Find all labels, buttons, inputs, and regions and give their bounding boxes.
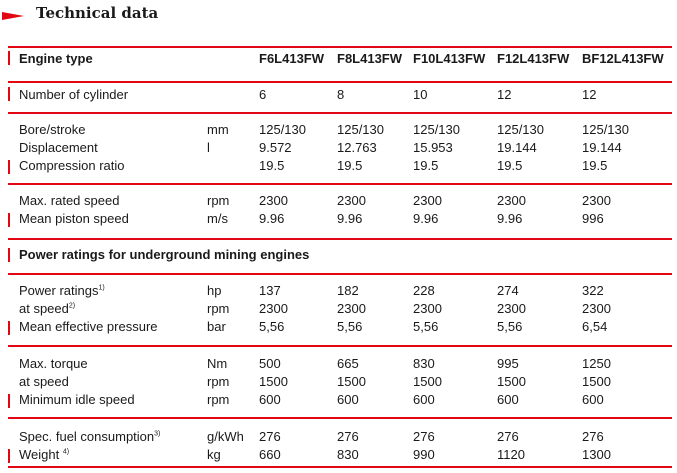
row-unit: Nm xyxy=(207,356,228,371)
row-value: 2300 xyxy=(337,301,366,316)
row-value: 19.5 xyxy=(582,158,608,173)
section-marker xyxy=(8,394,10,408)
section-divider xyxy=(8,238,672,240)
row-unit: m/s xyxy=(207,211,228,226)
row-unit: kg xyxy=(207,447,221,462)
footnote-marker: 4) xyxy=(62,448,70,456)
row-label-text: Minimum idle speed xyxy=(19,392,135,407)
row-value: 125/130 xyxy=(259,122,306,137)
row-value: 5,56 xyxy=(337,319,363,334)
row-unit: rpm xyxy=(207,301,230,316)
row-value: 274 xyxy=(497,283,519,298)
row-value: 1120 xyxy=(497,447,525,462)
footnote-marker: 3) xyxy=(154,430,161,438)
row-value: 830 xyxy=(413,356,435,371)
row-label xyxy=(19,428,160,445)
row-value: 2300 xyxy=(413,301,442,316)
row-value: 1500 xyxy=(582,374,611,389)
row-label xyxy=(19,300,75,317)
row-value: 182 xyxy=(337,283,359,298)
row-value: 600 xyxy=(497,392,519,407)
row-value: 600 xyxy=(582,392,604,407)
row-value: 12 xyxy=(497,87,512,102)
row-value: 276 xyxy=(582,429,604,444)
section-divider xyxy=(8,466,672,468)
row-label xyxy=(19,192,119,209)
row-label xyxy=(19,446,69,463)
section-marker xyxy=(8,321,10,335)
row-value: 996 xyxy=(582,211,604,226)
row-label-text: at speed xyxy=(19,301,69,316)
row-value: 990 xyxy=(413,447,435,462)
row-value: 5,56 xyxy=(413,319,439,334)
row-value: 2300 xyxy=(337,193,366,208)
page-title: Technical data xyxy=(36,4,159,22)
row-value: 500 xyxy=(259,356,281,371)
row-value: 9.96 xyxy=(337,211,363,226)
row-value: 228 xyxy=(413,283,435,298)
section-divider xyxy=(8,273,672,275)
row-value: 9.572 xyxy=(259,140,292,155)
section-marker xyxy=(8,51,10,65)
footnote-marker: 2) xyxy=(68,302,76,310)
row-value: 1500 xyxy=(259,374,288,389)
section-marker xyxy=(8,213,10,227)
row-value: 2300 xyxy=(259,193,288,208)
row-value: 10 xyxy=(413,87,428,102)
row-value: 600 xyxy=(337,392,359,407)
row-value: 322 xyxy=(582,283,604,298)
row-value: 600 xyxy=(259,392,281,407)
row-value: 12 xyxy=(582,87,597,102)
row-unit: hp xyxy=(207,283,222,298)
row-value: 276 xyxy=(413,429,435,444)
row-label xyxy=(19,86,128,103)
section-marker xyxy=(8,160,10,174)
row-unit: bar xyxy=(207,319,226,334)
row-value: 660 xyxy=(259,447,281,462)
row-value: 1500 xyxy=(413,374,442,389)
row-value: 600 xyxy=(413,392,435,407)
row-value: 1250 xyxy=(582,356,611,371)
row-label xyxy=(19,157,125,174)
row-value: 1500 xyxy=(337,374,366,389)
row-value: 125/130 xyxy=(413,122,460,137)
row-value: 9.96 xyxy=(497,211,523,226)
engine-type-header: Engine type xyxy=(19,51,93,66)
engine-model-header: F12L413FW xyxy=(497,51,570,66)
row-label-text: Max. torque xyxy=(19,356,88,371)
section-divider xyxy=(8,345,672,347)
row-label xyxy=(19,391,135,408)
row-value: 276 xyxy=(497,429,519,444)
row-value: 2300 xyxy=(582,193,611,208)
row-value: 276 xyxy=(259,429,281,444)
row-label xyxy=(19,373,69,390)
row-label-text: Power ratings xyxy=(19,283,99,298)
row-value: 276 xyxy=(337,429,359,444)
row-value: 19.5 xyxy=(497,158,523,173)
engine-model-header: BF12L413FW xyxy=(582,51,664,66)
red-arrow-icon xyxy=(2,12,24,20)
row-value: 12.763 xyxy=(337,140,377,155)
row-value: 125/130 xyxy=(337,122,384,137)
row-unit: rpm xyxy=(207,392,230,407)
row-label-text: Number of cylinder xyxy=(19,87,129,102)
row-label-text: at speed xyxy=(19,374,69,389)
section-divider xyxy=(8,81,672,83)
row-value: 19.5 xyxy=(337,158,363,173)
row-label-text: Spec. fuel consumption xyxy=(19,429,155,444)
section-marker xyxy=(8,449,10,463)
row-value: 19.5 xyxy=(413,158,439,173)
row-value: 2300 xyxy=(497,301,526,316)
row-value: 9.96 xyxy=(413,211,439,226)
row-label-text: Mean effective pressure xyxy=(19,319,158,334)
section-divider xyxy=(8,183,672,185)
row-value: 125/130 xyxy=(497,122,544,137)
row-value: 5,56 xyxy=(259,319,285,334)
section-marker xyxy=(8,87,10,101)
row-label xyxy=(19,139,98,156)
row-label xyxy=(19,210,129,227)
row-label-text: Max. rated speed xyxy=(19,193,120,208)
row-value: 2300 xyxy=(582,301,611,316)
row-unit: rpm xyxy=(207,193,230,208)
row-unit: rpm xyxy=(207,374,230,389)
row-value: 15.953 xyxy=(413,140,453,155)
row-value: 1300 xyxy=(582,447,611,462)
row-label-text: Bore/stroke xyxy=(19,122,86,137)
row-unit: mm xyxy=(207,122,229,137)
row-label xyxy=(19,318,158,335)
row-value: 6,54 xyxy=(582,319,608,334)
row-value: 19.144 xyxy=(582,140,622,155)
row-value: 5,56 xyxy=(497,319,523,334)
row-label-text: Displacement xyxy=(19,140,98,155)
row-value: 19.144 xyxy=(497,140,537,155)
engine-model-header: F6L413FW xyxy=(259,51,325,66)
section-marker xyxy=(8,248,10,262)
row-value: 2300 xyxy=(497,193,526,208)
row-value: 665 xyxy=(337,356,359,371)
row-value: 125/130 xyxy=(582,122,629,137)
engine-model-header: F10L413FW xyxy=(413,51,486,66)
row-value: 137 xyxy=(259,283,281,298)
row-value: 8 xyxy=(337,87,345,102)
row-label-text: Compression ratio xyxy=(19,158,125,173)
footnote-marker: 1) xyxy=(98,284,105,292)
row-unit: l xyxy=(207,140,210,155)
row-value: 2300 xyxy=(413,193,442,208)
section-divider xyxy=(8,46,672,48)
row-label-text: Weight xyxy=(19,447,63,462)
row-value: 995 xyxy=(497,356,519,371)
row-value: 6 xyxy=(259,87,267,102)
row-value: 830 xyxy=(337,447,359,462)
row-value: 1500 xyxy=(497,374,526,389)
row-label xyxy=(19,282,105,299)
row-label-text: Mean piston speed xyxy=(19,211,129,226)
row-label xyxy=(19,121,85,138)
row-label xyxy=(19,355,88,372)
power-section-heading: Power ratings for underground mining engines xyxy=(19,247,310,262)
engine-model-header: F8L413FW xyxy=(337,51,403,66)
row-value: 2300 xyxy=(259,301,288,316)
section-divider xyxy=(8,417,672,419)
section-divider xyxy=(8,112,672,114)
row-value: 9.96 xyxy=(259,211,285,226)
row-value: 19.5 xyxy=(259,158,285,173)
row-unit: g/kWh xyxy=(207,429,244,444)
